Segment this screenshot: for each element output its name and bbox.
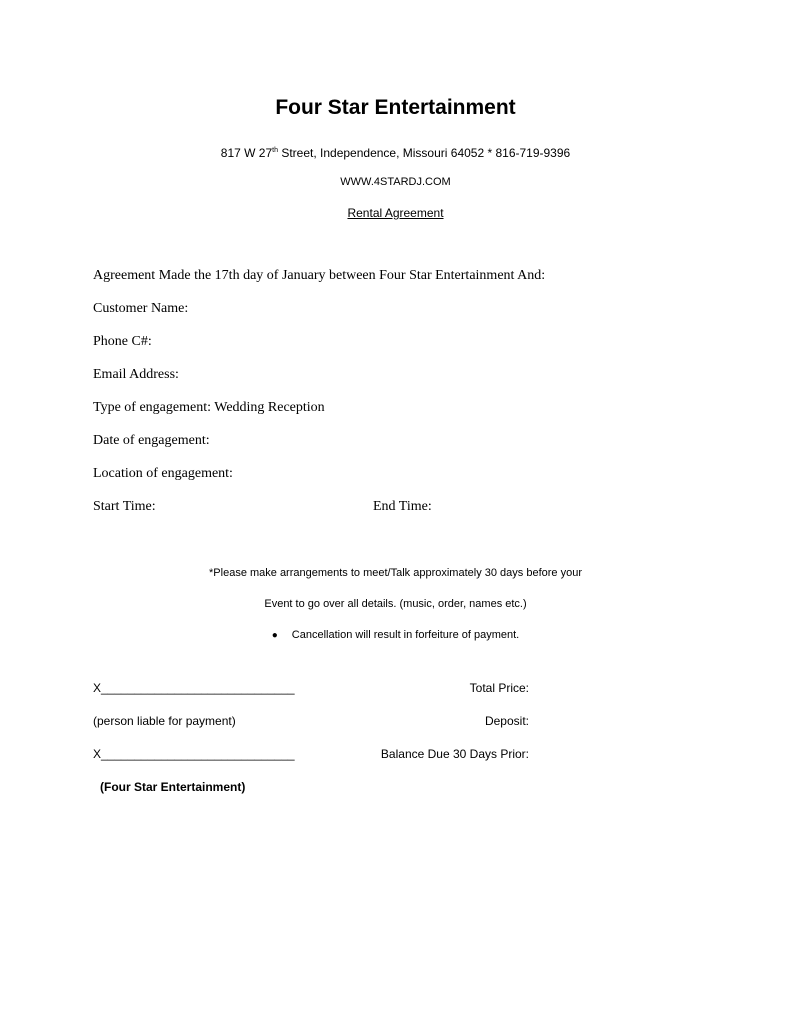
arrangements-note-line-2: Event to go over all details. (music, order, names etc.) — [264, 598, 527, 610]
agreement-statement: Agreement Made the 17th day of January between Four Star Entertainment And: — [93, 268, 546, 283]
email-address-label: Email Address: — [93, 367, 179, 382]
end-time-label: End Time: — [373, 499, 432, 514]
start-time-label: Start Time: — [93, 499, 156, 514]
total-price-label: Total Price: — [469, 681, 529, 695]
deposit-label: Deposit: — [484, 714, 529, 728]
customer-signature-caption: (person liable for payment) — [93, 714, 236, 728]
phone-label: Phone C#: — [93, 334, 152, 349]
engagement-location-label: Location of engagement: — [93, 466, 233, 481]
company-signature-caption: (Four Star Entertainment) — [100, 780, 246, 794]
company-title: Four Star Entertainment — [275, 96, 516, 119]
cancellation-bullet-item — [0, 629, 791, 641]
balance-due-label: Balance Due 30 Days Prior: — [380, 747, 529, 761]
address-rest: Street, Independence, Missouri 64052 * 816-719-9396 — [278, 146, 571, 160]
engagement-date-label: Date of engagement: — [93, 433, 210, 448]
arrangements-note-line-1: *Please make arrangements to meet/Talk approximately 30 days before your — [209, 567, 582, 579]
cancellation-text: Cancellation will result in forfeiture of payment. — [291, 629, 520, 641]
customer-signature-line: X_____________________________ — [93, 681, 295, 695]
company-signature-line: X_____________________________ — [93, 747, 295, 761]
bullet-icon: ● — [271, 630, 278, 641]
document-type-heading: Rental Agreement — [347, 206, 444, 220]
address-ordinal-suffix: th — [272, 147, 278, 154]
engagement-type-label: Type of engagement: Wedding Reception — [93, 400, 325, 415]
company-website: WWW.4STARDJ.COM — [340, 176, 451, 188]
company-address — [0, 146, 791, 160]
address-street-number: 817 W 27 — [220, 146, 273, 160]
customer-name-label: Customer Name: — [93, 301, 189, 316]
